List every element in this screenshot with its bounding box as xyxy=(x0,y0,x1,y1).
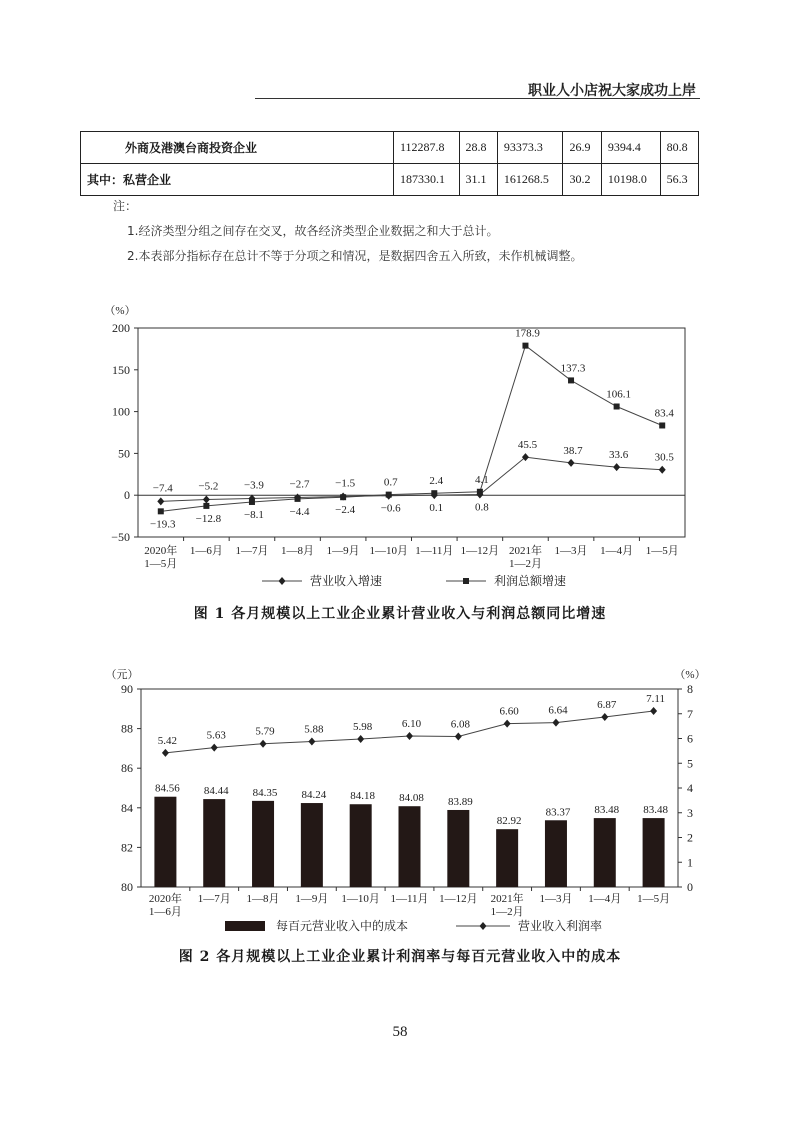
header-rule xyxy=(255,98,700,99)
right-y-tick-label: 5 xyxy=(687,756,693,771)
x-tick-label: 1—3月 xyxy=(554,545,588,557)
row-label: 其中：私营企业 xyxy=(81,164,394,196)
profit-margin-point xyxy=(650,707,657,715)
profit-margin-point xyxy=(455,733,462,741)
x-tick-label: 1—8月 xyxy=(246,893,280,905)
y-tick-label: 100 xyxy=(112,404,130,419)
table-cell: 80.8 xyxy=(660,132,698,164)
x-tick-label: 2020年 1—6月 xyxy=(148,893,182,918)
table-notes xyxy=(113,194,582,269)
x-tick-label: 1—3月 xyxy=(539,893,573,905)
y-tick-label: −50 xyxy=(111,530,130,544)
legend-marker-profit xyxy=(463,578,469,584)
profit-margin-label: 5.88 xyxy=(304,723,324,736)
plot-frame xyxy=(138,328,685,537)
revenue-growth-label: −2.7 xyxy=(289,478,310,491)
table-cell: 31.1 xyxy=(459,164,497,196)
legend-swatch-cost xyxy=(225,921,265,931)
profit-growth-label: 106.1 xyxy=(606,388,631,401)
page-number: 58 xyxy=(392,1024,408,1040)
cost-bar xyxy=(643,818,665,887)
row-label: 外商及港澳台商投资企业 xyxy=(81,132,394,164)
x-tick-label: 1—8月 xyxy=(281,545,315,557)
profit-margin-label: 6.87 xyxy=(597,698,617,711)
left-y-tick-label: 84 xyxy=(121,800,133,815)
profit-margin-point xyxy=(552,719,559,727)
y-tick-label: 150 xyxy=(112,362,130,377)
profit-margin-label: 5.42 xyxy=(157,734,178,747)
right-y-tick-label: 2 xyxy=(687,830,693,845)
cost-bar-label: 84.24 xyxy=(301,789,327,802)
legend-label-profit: 利润总额增速 xyxy=(494,574,567,588)
chart-profit-cost xyxy=(0,664,800,940)
x-tick-label: 1—5月 xyxy=(637,893,671,905)
profit-growth-label: −19.3 xyxy=(150,518,176,531)
cost-bar xyxy=(154,797,176,887)
x-tick-label: 1—12月 xyxy=(439,893,478,905)
right-y-tick-label: 6 xyxy=(687,731,693,746)
profit-growth-label: −8.1 xyxy=(243,508,264,521)
x-tick-label: 1—11月 xyxy=(390,893,429,905)
legend-label-margin: 营业收入利润率 xyxy=(518,919,603,933)
right-y-tick-label: 8 xyxy=(687,682,693,696)
profit-margin-label: 5.79 xyxy=(255,725,275,738)
x-tick-label: 1—4月 xyxy=(600,545,634,557)
left-y-tick-label: 90 xyxy=(121,682,133,696)
cost-bar xyxy=(252,801,274,887)
y-tick-label: 0 xyxy=(124,488,130,503)
profit-growth-label: 2.4 xyxy=(429,475,444,488)
x-tick-label: 1—9月 xyxy=(326,545,360,557)
table-cell: 26.9 xyxy=(563,132,601,164)
profit-growth-label: 178.9 xyxy=(515,327,540,340)
profit-margin-point xyxy=(260,740,267,748)
right-unit-label: （%） xyxy=(674,669,706,681)
table-cell: 93373.3 xyxy=(497,132,563,164)
revenue-growth-point xyxy=(522,453,529,461)
right-y-tick-label: 4 xyxy=(687,781,693,795)
profit-growth-point xyxy=(659,422,665,428)
table-cell: 161268.5 xyxy=(497,164,563,196)
profit-growth-label: −12.8 xyxy=(195,512,222,525)
revenue-growth-label: −3.9 xyxy=(243,479,264,492)
revenue-growth-label: −0.6 xyxy=(380,502,401,515)
revenue-growth-label: 45.5 xyxy=(517,439,538,452)
profit-margin-point xyxy=(211,744,218,752)
profit-growth-label: 0.7 xyxy=(383,476,398,489)
x-tick-label: 1—7月 xyxy=(235,545,269,557)
cost-bar-label: 82.92 xyxy=(496,815,522,828)
revenue-growth-label: −5.2 xyxy=(198,480,219,493)
notes-title: 注： xyxy=(113,199,138,213)
revenue-growth-label: 0.8 xyxy=(475,501,489,514)
cost-bar xyxy=(399,806,421,887)
table-cell: 10198.0 xyxy=(601,164,660,196)
x-tick-label: 2021年 1—2月 xyxy=(490,893,524,918)
cost-bar xyxy=(203,799,225,887)
note-item: 1.经济类型分组之间存在交叉，故各经济类型企业数据之和大于总计。 xyxy=(127,224,499,238)
left-y-tick-label: 82 xyxy=(121,840,133,855)
cost-bar-label: 83.37 xyxy=(545,806,571,819)
profit-growth-label: −4.4 xyxy=(289,505,310,518)
profit-margin-point xyxy=(504,720,511,728)
right-y-tick-label: 0 xyxy=(687,880,693,894)
cost-bar-label: 84.18 xyxy=(350,790,376,803)
x-tick-label: 1—7月 xyxy=(197,893,231,905)
cost-bar-label: 84.56 xyxy=(155,782,180,795)
header-title: 职业人小店祝大家成功上岸 xyxy=(528,83,696,99)
table-cell: 187330.1 xyxy=(394,164,460,196)
left-y-tick-label: 88 xyxy=(121,721,133,736)
chart-growth-rates xyxy=(0,296,800,596)
profit-margin-point xyxy=(357,735,364,743)
right-y-tick-label: 3 xyxy=(687,805,693,820)
x-tick-label: 1—6月 xyxy=(189,545,223,557)
profit-growth-point xyxy=(158,508,164,514)
cost-bar-label: 83.48 xyxy=(643,804,668,817)
cost-bar xyxy=(350,804,372,887)
table-cell: 9394.4 xyxy=(601,132,660,164)
cost-bar-label: 84.44 xyxy=(203,785,229,798)
profit-growth-label: 4.1 xyxy=(475,473,489,486)
cost-bar xyxy=(447,810,469,887)
chart2-caption: 图 2 各月规模以上工业企业累计利润率与每百元营业收入中的成本 xyxy=(178,949,622,965)
revenue-growth-label: 0.1 xyxy=(429,502,444,515)
profit-margin-point xyxy=(601,713,608,721)
profit-growth-point xyxy=(568,377,574,383)
profit-margin-label: 7.11 xyxy=(646,693,666,706)
cost-bar-label: 83.48 xyxy=(594,804,620,817)
x-tick-label: 1—11月 xyxy=(415,545,454,557)
revenue-growth-point xyxy=(613,463,620,471)
x-tick-label: 2020年 1—5月 xyxy=(144,545,178,570)
table-cell: 30.2 xyxy=(563,164,601,196)
profit-growth-point xyxy=(522,343,528,349)
x-tick-label: 1—4月 xyxy=(588,893,622,905)
right-y-tick-label: 7 xyxy=(687,706,693,721)
x-tick-label: 1—5月 xyxy=(645,545,679,557)
profit-margin-label: 6.64 xyxy=(548,704,568,717)
cost-bar-label: 84.08 xyxy=(399,792,424,805)
cost-bar xyxy=(594,818,616,887)
table-cell: 112287.8 xyxy=(394,132,460,164)
table-row xyxy=(81,164,699,196)
profit-margin-label: 5.63 xyxy=(206,729,226,742)
y-unit-label: （%） xyxy=(104,305,136,317)
x-tick-label: 1—12月 xyxy=(460,545,500,557)
table-cell: 56.3 xyxy=(660,164,698,196)
revenue-growth-label: −1.5 xyxy=(335,477,356,490)
profit-margin-label: 5.98 xyxy=(353,720,373,733)
revenue-growth-point xyxy=(203,496,210,504)
profit-margin-point xyxy=(406,732,413,740)
y-tick-label: 50 xyxy=(118,446,130,461)
revenue-growth-label: 30.5 xyxy=(654,451,674,464)
profit-margin-label: 6.08 xyxy=(450,718,470,731)
legend-marker-revenue xyxy=(279,577,286,585)
x-tick-label: 2021年 1—2月 xyxy=(508,545,542,570)
profit-margin-label: 6.60 xyxy=(499,705,519,718)
note-item: 2.本表部分指标存在总计不等于分项之和情况，是数据四舍五入所致，未作机械调整。 xyxy=(127,249,583,263)
cost-bar xyxy=(496,829,518,887)
legend-label-cost: 每百元营业收入中的成本 xyxy=(276,919,409,933)
revenue-growth-point xyxy=(157,497,164,505)
cost-bar xyxy=(301,803,323,887)
table-row xyxy=(81,132,699,164)
table-cell: 28.8 xyxy=(459,132,497,164)
cost-bar xyxy=(545,820,567,887)
profit-growth-label: −2.4 xyxy=(335,504,356,517)
revenue-growth-point xyxy=(659,466,666,474)
revenue-growth-label: 38.7 xyxy=(563,444,583,457)
legend-marker-margin xyxy=(480,922,487,930)
chart1-caption: 图 1 各月规模以上工业企业累计营业收入与利润总额同比增速 xyxy=(193,606,607,622)
y-tick-label: 200 xyxy=(112,321,130,335)
x-tick-label: 1—10月 xyxy=(341,893,380,905)
revenue-growth-label: −7.4 xyxy=(152,482,173,495)
right-y-tick-label: 1 xyxy=(687,855,693,870)
revenue-growth-point xyxy=(568,459,575,467)
cost-bar-label: 83.89 xyxy=(447,795,473,808)
profit-margin-label: 6.10 xyxy=(401,718,422,731)
profit-growth-point xyxy=(614,404,620,410)
left-y-tick-label: 80 xyxy=(121,880,133,894)
revenue-growth-label: 33.6 xyxy=(609,449,629,462)
left-unit-label: （元） xyxy=(105,669,139,681)
profit-growth-label: 83.4 xyxy=(654,407,674,420)
profit-growth-label: 137.3 xyxy=(560,362,586,375)
cost-bar-label: 84.35 xyxy=(252,786,278,799)
legend-label-revenue: 营业收入增速 xyxy=(310,574,383,588)
left-y-tick-label: 86 xyxy=(121,761,133,776)
profit-margin-point xyxy=(308,737,315,745)
profit-growth-point xyxy=(203,503,209,509)
x-tick-label: 1—10月 xyxy=(369,545,408,557)
data-table xyxy=(80,131,699,196)
x-tick-label: 1—9月 xyxy=(295,893,329,905)
profit-margin-point xyxy=(162,749,169,757)
